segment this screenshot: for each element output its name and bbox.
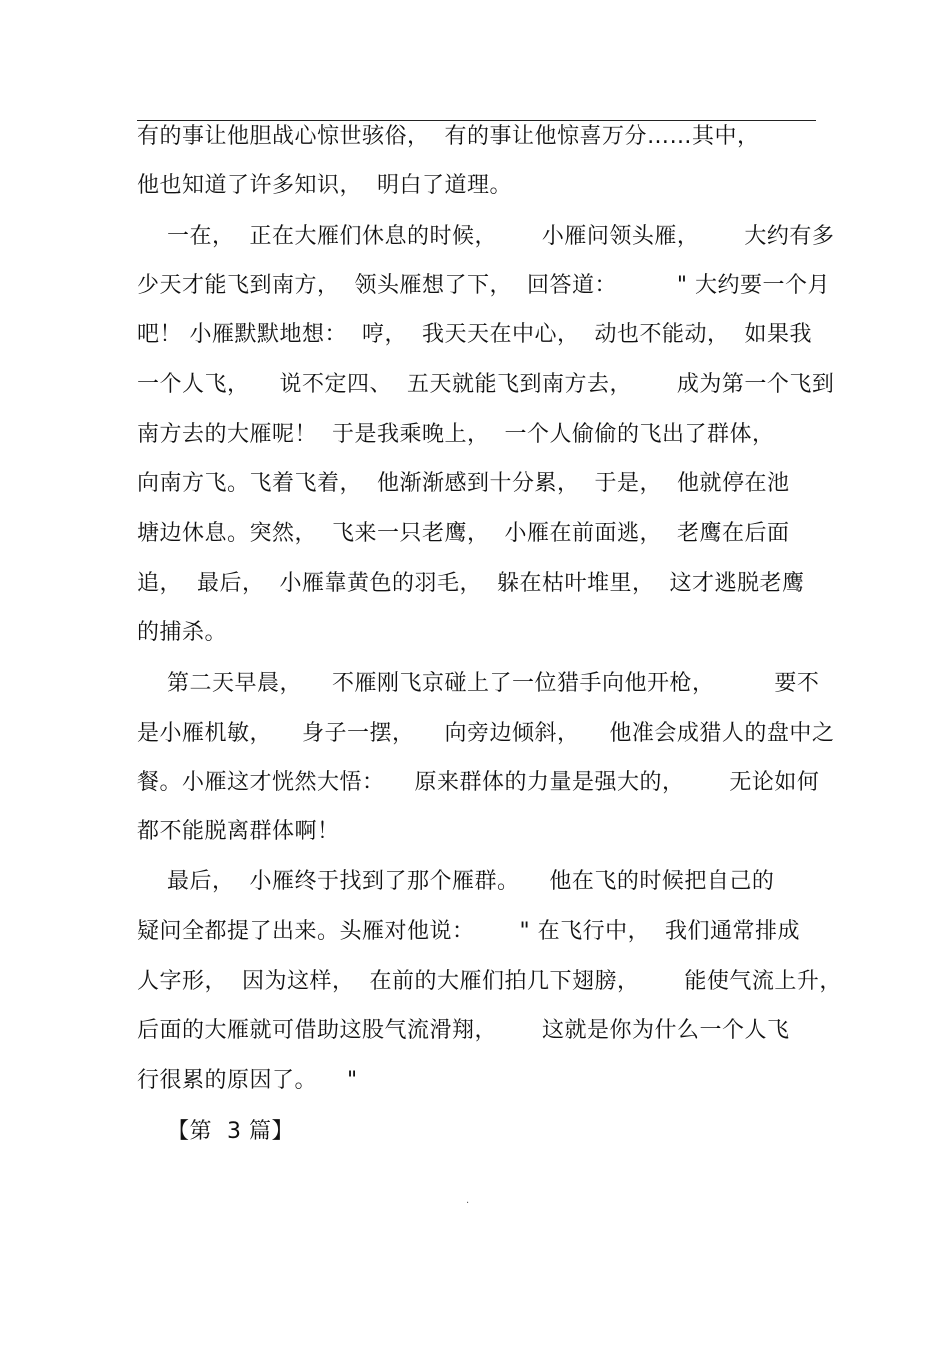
section-heading: 【第 3 篇】 [137,1119,294,1144]
text-line: 第二天早晨， 不雁刚飞京碰上了一位猎手向他开枪， 要不 [137,671,820,696]
text-line: 疑问全都提了出来。头雁对他说： " 在飞行中， 我们通常排成 [137,919,801,944]
text-line: 追， 最后， 小雁靠黄色的羽毛， 躲在枯叶堆里， 这才逃脱老鹰 [137,571,805,596]
text-line: 最后， 小雁终于找到了那个雁群。 他在飞的时候把自己的 [137,869,775,894]
text-line: 塘边休息。突然， 飞来一只老鹰， 小雁在前面逃， 老鹰在后面 [137,521,790,546]
top-rule [137,120,816,121]
text-line: 南方去的大雁呢！ 于是我乘晚上， 一个人偷偷的飞出了群体， [137,422,775,447]
text-line: 一在， 正在大雁们休息的时候， 小雁问领头雁， 大约有多 [137,224,835,249]
text-line: 后面的大雁就可借助这股气流滑翔， 这就是你为什么一个人飞 [137,1018,790,1043]
text-line: 少天才能飞到南方， 领头雁想了下， 回答道： " 大约要一个月 [137,273,831,298]
text-line: 人字形， 因为这样， 在前的大雁们拍几下翅膀， 能使气流上升， [137,969,842,994]
text-line: 一个人飞， 说不定四、 五天就能飞到南方去， 成为第一个飞到 [137,372,835,397]
text-line: 餐。小雁这才恍然大悟： 原来群体的力量是强大的， 无论如何 [137,770,820,795]
text-line: 都不能脱离群体啊！ [137,819,340,844]
text-line: 有的事让他胆战心惊世骇俗， 有的事让他惊喜万分……其中， [137,124,760,149]
text-line: 吧！ 小雁默默地想： 哼， 我天天在中心， 动也不能动， 如果我 [137,322,812,347]
page-marker: . [466,1195,470,1206]
text-line: 行很累的原因了。 " [137,1068,358,1093]
text-line: 的捕杀。 [137,620,228,645]
text-line: 是小雁机敏， 身子一摆， 向旁边倾斜， 他准会成猎人的盘中之 [137,721,835,746]
text-line: 他也知道了许多知识， 明白了道理。 [137,173,512,198]
text-line: 向南方飞。飞着飞着， 他渐渐感到十分累， 于是， 他就停在池 [137,471,790,496]
